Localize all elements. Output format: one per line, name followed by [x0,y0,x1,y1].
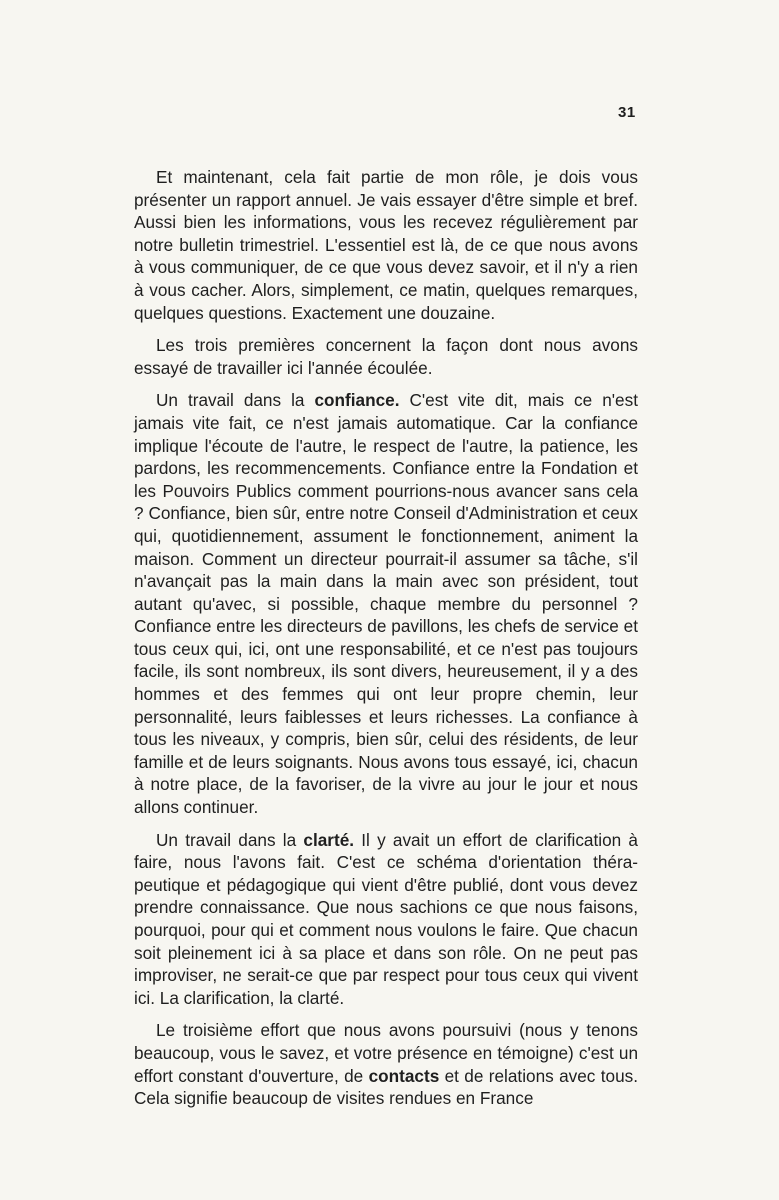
page-number: 31 [618,104,636,121]
paragraph-text: Le troisième effort que nous avons poursuivi (nous y tenons beaucoup, vous le savez, et votre présence en témoigne) c'est un effort constant d'ouverture, de [134,1020,638,1086]
paragraph-intro [134,166,638,324]
paragraph-contacts [134,1019,638,1109]
paragraph-text: Un travail dans la [156,390,315,411]
paragraph-text: Il y avait un effort de clarification à faire, nous l'avons fait. C'est ce schéma d'orientation thérapeutique et pédagogique qui vient d'être publié, dont vous devez prendre connaissance. Que nous sachions ce que nous faisons, pourquoi, pour qui et comment nous voulons le faire. Que chacun soit pleinement ici à sa place et dans son rôle. On ne peut pas improviser, ne serait-ce que par respect pour tous ceux qui vivent ici. La clarification, la clarté. [134,829,638,1008]
keyword-clarte: clarté. [303,829,355,850]
paragraph-three-first [134,334,638,379]
keyword-contacts: contacts [368,1065,440,1086]
paragraph-text: Et maintenant, cela fait partie de mon rôle, je dois vous présenter un rapport annuel. Je vais essayer d'être simple et bref. Aussi bien les informations, vous les recevez régulièrement par notre bulletin trimestriel. L'essentiel est là, de ce que nous avons à vous communiquer, de ce que vous devez savoir, et il n'y a rien à vous cacher. Alors, simplement, ce matin, quelques remarques, quelques questions. Exactement une douzaine. [134,167,638,323]
paragraph-confiance [134,389,638,818]
paragraph-text: Les trois premières concernent la façon dont nous avons essayé de travailler ici l'année écoulée. [134,335,638,378]
paragraph-clarte [134,829,638,1010]
paragraph-text: et de relations avec tous. Cela signifie beaucoup de visites rendues en France [134,1065,638,1109]
paragraph-text: C'est vite dit, mais ce n'est jamais vite fait, ce n'est jamais automatique. Car la confiance implique l'écoute de l'autre, le respect de l'autre, la patience, les pardons, les recommencements. Confiance entre la Fondation et les Pouvoirs Publics comment pourrions-nous avancer sans cela ? Confiance, bien sûr, entre notre Conseil d'Administration et ceux qui, quotidiennement, assument le fonctionnement, animent la maison. Comment un directeur pourrait-il assumer sa tâche, s'il n'avançait pas la main dans la main avec son président, tout autant qu'avec, si possible, chaque membre du personnel ? Confiance entre les directeurs de pavillons, les chefs de service et tous ceux qui, ici, ont une responsabilité, et ce n'est pas toujours facile, ils sont nombreux, ils sont divers, heureusement, il y a des hommes et des femmes qui ont leur propre chemin, leur personnalité, leurs faiblesses et leurs richesses. La confiance à tous les niveaux, y compris, bien sûr, celui des résidents, de leur famille et de leurs soignants. Nous avons tous essayé, ici, chacun à notre place, de la favoriser, de la vivre au jour le jour et nous allons continuer. [134,390,638,818]
keyword-confiance: confiance. [314,390,400,411]
body-text [134,166,638,1120]
paragraph-text: Un travail dans la [156,829,304,850]
